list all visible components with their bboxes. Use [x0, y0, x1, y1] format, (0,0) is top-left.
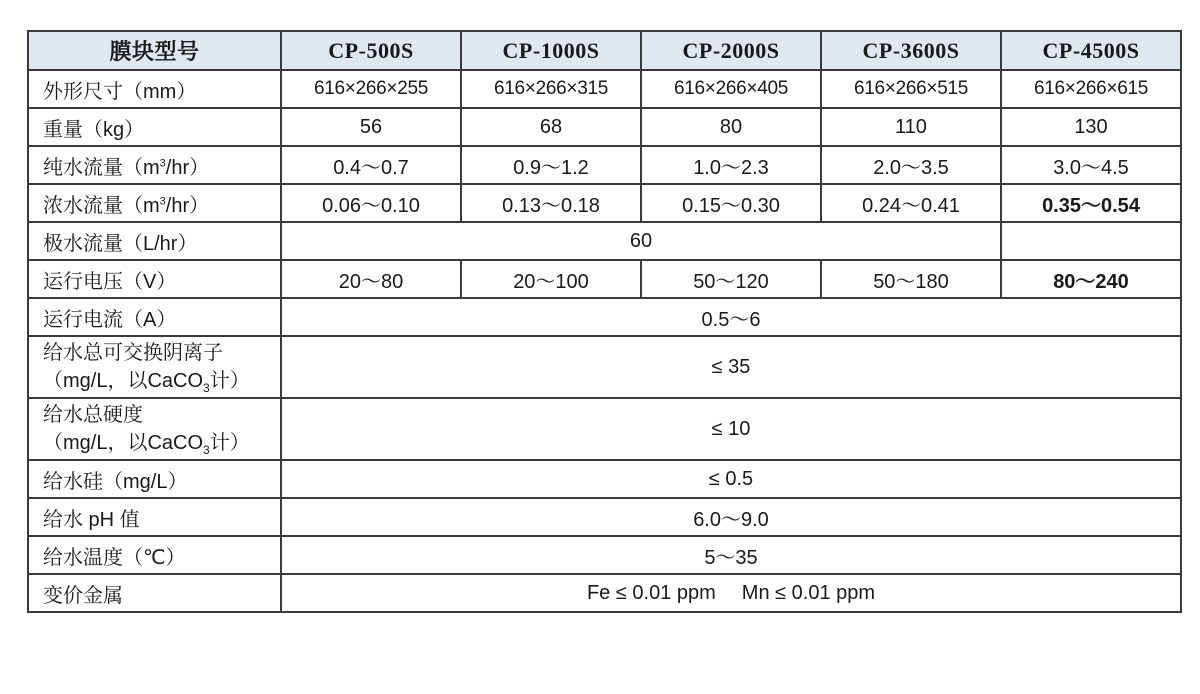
cell-value-merged: 60 [281, 222, 1001, 260]
row-label-dimensions: 外形尺寸（mm） [28, 70, 281, 108]
header-model-cp4500s: CP-4500S [1001, 31, 1181, 70]
label-text: 计） [209, 370, 250, 392]
row-label-ph: 给水 pH 值 [28, 498, 281, 536]
cell-value: 2.0～3.5 [821, 146, 1001, 184]
subscript: 3 [203, 443, 210, 457]
table-row-dimensions [28, 70, 1181, 108]
cell-value-merged: 6.0～9.0 [281, 498, 1181, 536]
cell-value: 68 [461, 108, 641, 146]
table-row-current [28, 298, 1181, 336]
cell-value: 0.13～0.18 [461, 184, 641, 222]
row-label-current: 运行电流（A） [28, 298, 281, 336]
table-row-silica [28, 460, 1181, 498]
header-model-label: 膜块型号 [28, 31, 281, 70]
table-row-ph [28, 498, 1181, 536]
table-row-pure-water-flow [28, 146, 1181, 184]
row-label-weight: 重量（kg） [28, 108, 281, 146]
table-row-weight [28, 108, 1181, 146]
cell-value: 130 [1001, 108, 1181, 146]
row-label-anion [28, 336, 281, 398]
row-label-metals: 变价金属 [28, 574, 281, 612]
cell-value: 0.06～0.10 [281, 184, 461, 222]
header-model-cp1000s: CP-1000S [461, 31, 641, 70]
label-text: /hr） [165, 156, 210, 179]
cell-value: 0.15～0.30 [641, 184, 821, 222]
table-row-anion [28, 336, 1181, 398]
header-model-cp500s: CP-500S [281, 31, 461, 70]
table-row-temperature [28, 536, 1181, 574]
cell-value: 80～240 [1001, 260, 1181, 298]
superscript: 3 [159, 156, 166, 169]
row-label-voltage: 运行电压（V） [28, 260, 281, 298]
table-row-electrode-flow [28, 222, 1181, 260]
metal-fe-limit: Fe ≤ 0.01 ppm [586, 581, 716, 604]
cell-value-merged: ≤ 10 [281, 398, 1181, 460]
cell-value: 0.9～1.2 [461, 146, 641, 184]
cell-value: 0.35～0.54 [1001, 184, 1181, 222]
cell-value: 616×266×615 [1001, 70, 1181, 108]
table-row-metals [28, 574, 1181, 612]
cell-value: 110 [821, 108, 1001, 146]
header-model-cp3600s: CP-3600S [821, 31, 1001, 70]
cell-empty [1001, 222, 1181, 260]
cell-value: 1.0～2.3 [641, 146, 821, 184]
cell-value: 616×266×405 [641, 70, 821, 108]
cell-value-merged [281, 574, 1181, 612]
label-text: 纯水流量（m [43, 156, 160, 179]
cell-value-merged: ≤ 0.5 [281, 460, 1181, 498]
cell-value: 0.24～0.41 [821, 184, 1001, 222]
table-row-voltage [28, 260, 1181, 298]
cell-value: 56 [281, 108, 461, 146]
row-label-hardness [28, 398, 281, 460]
table-row-concentrate-flow [28, 184, 1181, 222]
superscript: 3 [159, 194, 166, 207]
label-line1: 给水总可交换阴离子 [43, 342, 223, 364]
cell-value: 616×266×515 [821, 70, 1001, 108]
row-label-temperature: 给水温度（℃） [28, 536, 281, 574]
metal-mn-limit: Mn ≤ 0.01 ppm [741, 581, 876, 604]
row-label-concentrate-flow [28, 184, 281, 222]
cell-value: 0.4～0.7 [281, 146, 461, 184]
cell-value: 616×266×255 [281, 70, 461, 108]
label-line1: 给水总硬度 [43, 404, 143, 426]
label-text: （mg/L，以CaCO [43, 432, 204, 454]
header-model-cp2000s: CP-2000S [641, 31, 821, 70]
cell-value: 50～120 [641, 260, 821, 298]
cell-value-merged: ≤ 35 [281, 336, 1181, 398]
header-row [28, 31, 1181, 70]
cell-value: 20～80 [281, 260, 461, 298]
table-row-hardness [28, 398, 1181, 460]
cell-value-merged: 0.5～6 [281, 298, 1181, 336]
cell-value-merged: 5～35 [281, 536, 1181, 574]
cell-value: 50～180 [821, 260, 1001, 298]
label-text: （mg/L，以CaCO [43, 370, 204, 392]
subscript: 3 [203, 381, 210, 395]
spec-table [27, 30, 1182, 613]
cell-value: 20～100 [461, 260, 641, 298]
cell-value: 616×266×315 [461, 70, 641, 108]
row-label-electrode-flow: 极水流量（L/hr） [28, 222, 281, 260]
row-label-silica: 给水硅（mg/L） [28, 460, 281, 498]
label-text: 浓水流量（m [43, 194, 160, 217]
label-text: /hr） [165, 194, 210, 217]
label-text: 计） [209, 432, 250, 454]
cell-value: 3.0～4.5 [1001, 146, 1181, 184]
cell-value: 80 [641, 108, 821, 146]
row-label-pure-water-flow [28, 146, 281, 184]
